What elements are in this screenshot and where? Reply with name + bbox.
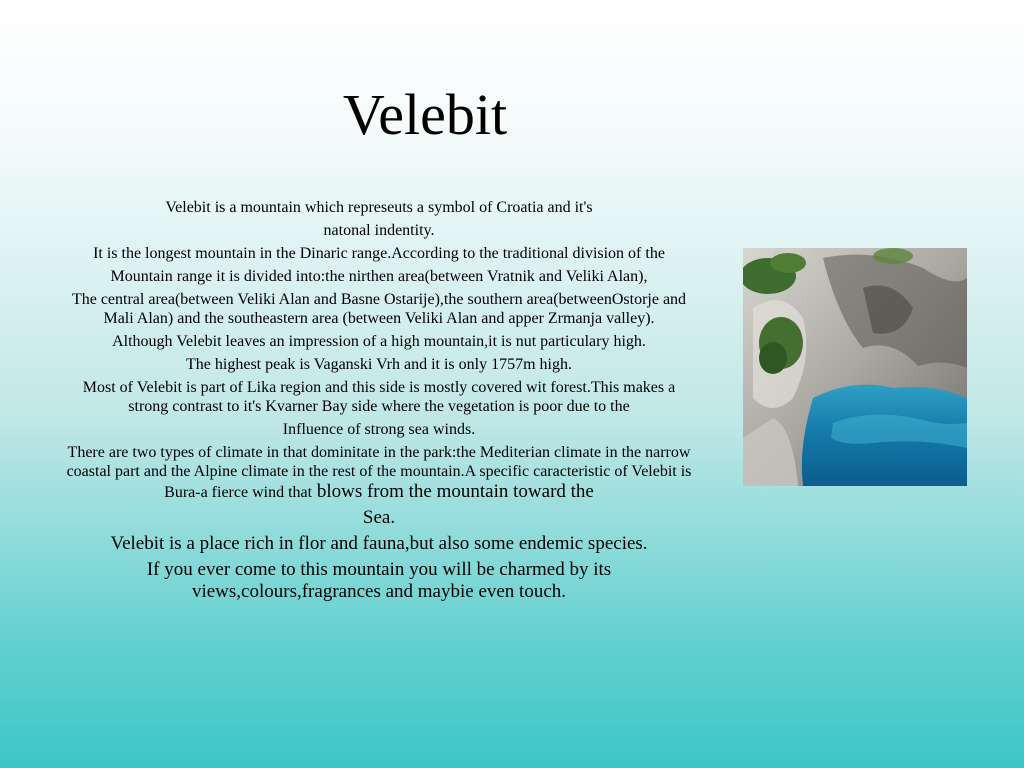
paragraph-11: Sea.	[362, 507, 396, 528]
rocky-coast-photo	[743, 248, 967, 486]
paragraph-6: Although Velebit leaves an impression of a high mountain,it is nut particulary high.	[112, 333, 646, 350]
paragraph-5: The central area(between Veliki Alan and Basne Ostarije),the southern area(betweenOstorje and Mali Alan) and the southeastern area (between Veliki Alan and apper Zrmanja valley).	[71, 291, 687, 327]
paragraph-10-start: There are two types of climate in that dominitate in the park:the Mediterian climate in the narrow coastal part and the Alpine climate in the rest of the mountain.A specific caracteristic of Velebit is Bura-a fierce wind that	[66, 444, 692, 501]
paragraph-4: Mountain range it is divided into:the nirthen area(between Vratnik and Veliki Alan),	[110, 268, 648, 285]
paragraph-10	[64, 443, 694, 503]
slide-title: Velebit	[342, 82, 508, 147]
paragraph-3: It is the longest mountain in the Dinaric range.According to the traditional division of the	[93, 245, 665, 262]
paragraph-2: natonal indentity.	[323, 222, 435, 239]
paragraph-7: The highest peak is Vaganski Vrh and it is only 1757m high.	[186, 356, 572, 373]
slide-body	[64, 198, 694, 603]
paragraph-8: Most of Velebit is part of Lika region and this side is mostly covered wit forest.This makes a strong contrast to it's Kvarner Bay side where the vegetation is poor due to the	[82, 379, 676, 415]
paragraph-9: Influence of strong sea winds.	[282, 421, 476, 438]
paragraph-1: Velebit is a mountain which represeuts a symbol of Croatia and it's	[165, 199, 593, 216]
paragraph-12: Velebit is a place rich in flor and fauna,but also some endemic species.	[110, 533, 648, 554]
paragraph-10-tail: blows from the mountain toward the	[312, 481, 594, 502]
paragraph-13: If you ever come to this mountain you will be charmed by its views,colours,fragrances and maybie even touch.	[146, 559, 612, 602]
